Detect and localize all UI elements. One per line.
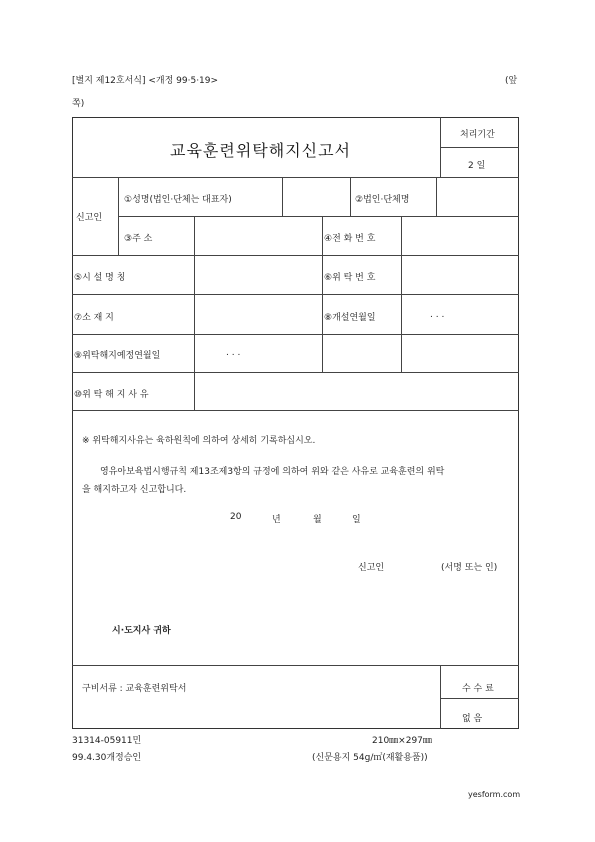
- date-year: 20: [230, 512, 242, 522]
- consign-no-input[interactable]: [402, 256, 518, 293]
- date-year-unit: 년: [272, 515, 281, 525]
- paper-spec: (신문용지 54g/㎡(재활용품)): [312, 753, 428, 763]
- open-date-label: ⑧개설연월일: [324, 313, 376, 323]
- addressee: 시·도지사 귀하: [112, 626, 171, 636]
- col-divider: [350, 177, 351, 216]
- row-divider: [72, 334, 519, 335]
- termination-date-label: ⑨위탁해지예정연월일: [74, 351, 161, 361]
- termination-date-value[interactable]: . . .: [226, 348, 241, 358]
- col-divider: [440, 665, 441, 729]
- row-divider: [440, 698, 519, 699]
- form-reference: [별지 제12호서식] <개정 99·5·19>: [72, 76, 219, 86]
- facility-name-label: ⑤시 설 명 칭: [74, 273, 126, 283]
- paper-size: 210㎜×297㎜: [372, 736, 432, 746]
- name-input[interactable]: [283, 178, 349, 215]
- col-divider: [118, 177, 119, 255]
- row-divider: [72, 665, 519, 666]
- processing-period-label: 처리기간: [460, 130, 495, 140]
- declaration-line-1: 영유아보육법시행규칙 제13조제3항의 규정에 의하여 위와 같은 사유로 교육훈련의 위탁: [100, 467, 445, 477]
- location-label: ⑦소 재 지: [74, 313, 114, 323]
- termination-reason-input[interactable]: [195, 373, 518, 409]
- col-divider: [440, 117, 441, 177]
- fee-value: 없 음: [462, 714, 483, 724]
- phone-input[interactable]: [402, 217, 518, 254]
- fee-label: 수 수 료: [462, 684, 494, 694]
- col-divider: [322, 216, 323, 372]
- location-input[interactable]: [195, 295, 321, 333]
- form-code: 31314-05911민: [72, 736, 142, 746]
- page-side-label: (앞: [505, 76, 518, 86]
- date-day-unit: 일: [352, 515, 361, 525]
- corp-name-field-label: ②법인·단체명: [355, 195, 410, 205]
- approval-note: 99.4.30개정승인: [72, 753, 142, 763]
- site-watermark: yesform.com: [468, 790, 521, 799]
- declaration-line-2: 을 해지하고자 신고합니다.: [82, 485, 187, 495]
- consign-no-label: ⑥위 탁 번 호: [324, 273, 376, 283]
- address-field-label: ③주 소: [124, 234, 153, 244]
- open-date-value[interactable]: . . .: [430, 310, 445, 320]
- row-divider: [72, 410, 519, 411]
- phone-field-label: ④전 화 번 호: [324, 234, 376, 244]
- instruction-note: ※ 위탁해지사유는 육하원칙에 의하여 상세히 기록하십시오.: [82, 436, 316, 446]
- form-title: 교육훈련위탁해지신고서: [170, 141, 352, 160]
- signer-label: 신고인: [358, 563, 385, 573]
- termination-reason-label: ⑩위 탁 해 지 사 유: [74, 390, 149, 400]
- address-input[interactable]: [195, 217, 321, 254]
- facility-name-input[interactable]: [195, 256, 321, 293]
- attachments-label: 구비서류 : 교육훈련위탁서: [82, 684, 187, 694]
- signer-mark: (서명 또는 인): [441, 563, 498, 573]
- page-side-label-cont: 쪽): [72, 99, 85, 109]
- corp-name-input[interactable]: [437, 178, 518, 215]
- name-field-label: ①성명(법인·단체는 대표자): [124, 195, 232, 205]
- reporter-label: 신고인: [76, 213, 103, 223]
- processing-period-value: 2 일: [468, 161, 486, 171]
- row-divider: [440, 147, 519, 148]
- date-month-unit: 월: [313, 515, 322, 525]
